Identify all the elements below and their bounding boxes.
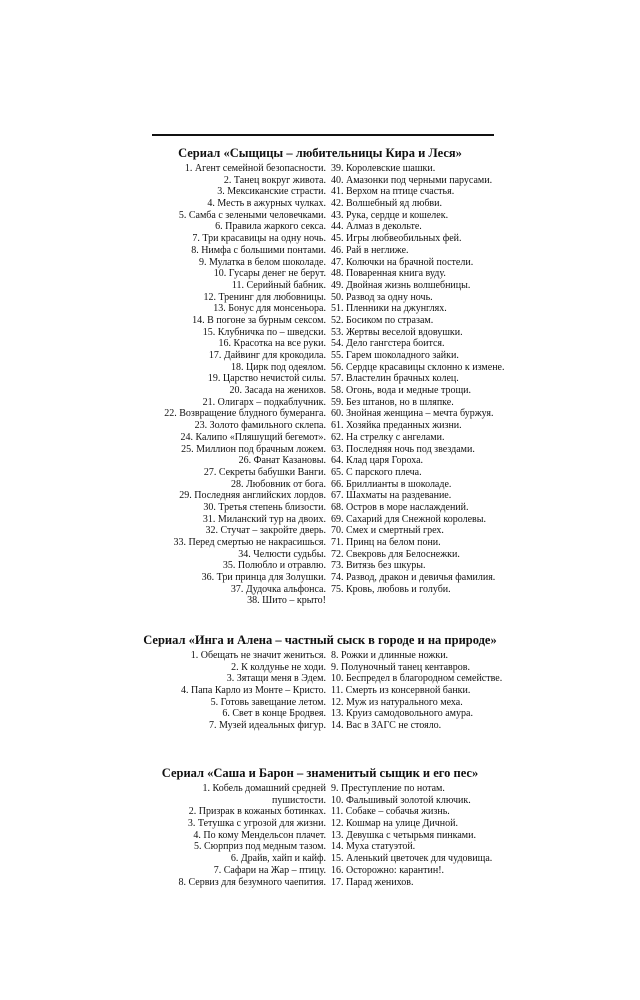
book-title-item: 42. Волшебный яд любви. (331, 198, 442, 210)
book-title-item: 2. Танец вокруг живота. (223, 174, 326, 186)
book-title-item: 1. Агент семейной безопасности. (184, 163, 326, 174)
book-title-item: 34. Челюсти судьбы. (238, 548, 326, 560)
book-title-item: 37. Дудочка альфонса. (230, 583, 326, 595)
book-title-item: 31. Миланский тур на двоих. (202, 513, 326, 525)
book-title-item: 28. Любовник от бога. (231, 478, 326, 490)
book-title-item: 51. Пленники на джунглях. (331, 303, 447, 315)
book-title-item: 14. Муха статуэтой. (331, 841, 416, 853)
book-title-item: 72. Свекровь для Белоснежки. (331, 548, 460, 560)
book-title-item: 10. Беспредел в благородном семействе. (331, 673, 503, 685)
book-title-item: 13. Девушка с четырьмя пинками. (331, 829, 476, 841)
book-title-item: 10. Фальшивый золотой ключик. (331, 794, 471, 806)
book-title-item: 33. Перед смертью не накрасишься. (173, 537, 326, 548)
book-title-item: 8. Сервиз для безумного чаепития. (178, 876, 326, 888)
book-title-item: 21. Олигарх – подкаблучник. (202, 396, 326, 408)
book-title-item: 4. Папа Карло из Монте – Кристо. (181, 685, 326, 697)
book-title-item: 50. Развод за одну ночь. (331, 291, 433, 303)
book-title-item: 8. Нимфа с большими понтами. (191, 244, 326, 256)
book-title-item: 61. Хозяйка преданных жизни. (331, 420, 462, 432)
book-title-item: 13. Бонус для монсеньора. (213, 303, 326, 315)
book-title-item: 56. Сердце красавицы склонно к измене. (331, 361, 505, 373)
book-title-item: 26. Фанат Казановы. (238, 455, 326, 467)
series-right-column (331, 650, 546, 732)
book-title-item: 27. Секреты бабушки Ванги. (203, 466, 326, 478)
book-title-item: 59. Без штанов, но в шляпке. (331, 396, 454, 408)
book-title-item: 58. Огонь, вода и медные трощи. (331, 385, 472, 397)
book-title-item: 20. Засада на женихов. (229, 385, 326, 397)
book-title-item: 41. Верхом на птице счастья. (331, 186, 455, 198)
book-title-item: 6. Свет в конце Бродвея. (222, 708, 326, 720)
book-title-item: 69. Сахарий для Снежной королевы. (331, 513, 486, 525)
book-title-item: 1. Обещать не значит жениться. (190, 650, 326, 661)
book-title-item: 5. Сюрприз под медным тазом. (193, 841, 326, 853)
book-title-item: 22. Возвращение блудного бумеранга. (164, 408, 326, 420)
book-title-item: 12. Тренинг для любовницы. (203, 291, 326, 303)
book-title-item: 55. Гарем шоколадного зайки. (331, 350, 459, 361)
book-title-item: 11. Серийный бабник. (231, 279, 326, 291)
book-title-item: 7. Музей идеальных фигур. (209, 720, 326, 732)
book-title-item: 16. Красотка на все руки. (218, 338, 326, 350)
book-title-item: 48. Поваренная книга вуду. (331, 268, 446, 280)
book-title-item: 29. Последняя английских лордов. (179, 490, 326, 502)
book-title-item: 35. Полюбло и отравлю. (222, 560, 326, 572)
book-title-item: 8. Рожки и длинные ножки. (331, 650, 449, 661)
book-title-item: 6. Правила жаркого секса. (215, 221, 326, 233)
book-title-item: 9. Мулатка в белом шоколаде. (198, 256, 326, 268)
book-title-item: 16. Осторожно: карантин!. (331, 864, 445, 876)
book-title-item: 12. Кошмар на улице Дичной. (331, 818, 458, 830)
book-title-item: 7. Сафари на Жар – птицу. (213, 864, 326, 876)
book-title-item: 52. Босиком по стразам. (331, 314, 434, 326)
series-left-column (100, 650, 326, 732)
book-title-item: 11. Собаке – собачья жизнь. (331, 806, 450, 818)
top-rule (152, 134, 494, 136)
book-title-item: 9. Преступление по нотам. (331, 783, 445, 794)
book-title-item: 19. Царство нечистой силы. (207, 373, 326, 385)
book-title-item: 2. Призрак в кожаных ботинках. (188, 806, 326, 818)
book-title-item: 30. Третья степень близости. (203, 501, 326, 513)
book-title-item: 15. Клубничка по – шведски. (202, 326, 326, 338)
book-title-item: 60. Знойная женщина – мечта буржуя. (331, 408, 494, 420)
book-title-item: 66. Бриллианты в шоколаде. (331, 478, 452, 490)
series-right-column (331, 163, 546, 595)
series-left-column (100, 163, 326, 607)
book-title-item: 23. Золото фамильного склепа. (194, 420, 326, 432)
book-title-item: 4. По кому Мендельсон плачет. (193, 829, 326, 841)
book-title-item: 47. Колючки на брачной постели. (331, 256, 474, 268)
book-title-item: 64. Клад царя Гороха. (331, 455, 424, 467)
book-title-item: 14. В погоне за бурным сексом. (192, 314, 326, 326)
series-title: Сериал «Саша и Барон – знаменитый сыщик и его пес» (161, 766, 479, 780)
book-title-item: 74. Развод, дракон и девичья фамилия. (331, 572, 496, 584)
book-title-item: 62. На стрелку с ангелами. (331, 431, 445, 443)
book-title-item: 46. Рай в неглиже. (331, 244, 409, 256)
book-title-item: 44. Алмаз в декольте. (331, 221, 422, 233)
book-title-item: 14. Вас в ЗАГС не стояло. (331, 720, 442, 732)
book-title-item: 17. Дайвинг для крокодила. (208, 350, 326, 361)
series-title: Сериал «Инга и Алена – частный сыск в городе и на природе» (143, 633, 497, 647)
book-title-item: 12. Муж из натурального меха. (331, 696, 463, 708)
book-title-item: 17. Парад женихов. (331, 876, 414, 888)
book-title-item: 13. Круиз самодовольного амура. (331, 708, 473, 720)
book-title-item: 70. Смех и смертный грех. (331, 525, 444, 537)
book-title-item: 53. Жертвы веселой вдовушки. (331, 326, 463, 338)
book-title-item: 43. Рука, сердце и кошелек. (331, 209, 449, 221)
book-title-item: 54. Дело гангстера боится. (331, 338, 445, 350)
book-title-item: 73. Витязь без шкуры. (331, 560, 426, 572)
book-title-item: 49. Двойная жизнь волшебницы. (331, 279, 471, 291)
book-title-item: 38. Шито – крыто! (247, 595, 326, 607)
book-title-item: 11. Смерть из консервной банки. (331, 685, 471, 697)
book-title-item: 2. К колдунье не ходи. (231, 661, 326, 673)
series-title: Сериал «Сыщицы – любительницы Кира и Леся» (178, 146, 462, 160)
book-title-item: 67. Шахматы на раздевание. (331, 490, 452, 502)
book-title-item: 65. С парского плеча. (331, 466, 422, 478)
book-title-item: 3. Зятащи меня в Эдем. (226, 673, 326, 685)
book-title-item: 25. Миллион под брачным ложем. (181, 443, 326, 455)
book-title-item: 32. Стучат – закройте дверь. (205, 525, 326, 537)
book-title-item: 4. Месть в ажурных чулках. (207, 198, 326, 210)
book-title-item: 7. Три красавицы на одну ночь. (192, 233, 326, 245)
book-title-item: 40. Амазонки под черными парусами. (331, 174, 493, 186)
book-title-item: 18. Цирк под одеялом. (230, 361, 326, 373)
book-title-item: 36. Три принца для Золушки. (201, 572, 326, 584)
book-title-item: 63. Последняя ночь под звездами. (331, 443, 475, 455)
book-title-item: 3. Мексиканские страсти. (217, 186, 326, 198)
book-title-item: 5. Готовь завещание летом. (210, 696, 326, 708)
book-title-item: 57. Властелин брачных колец. (331, 373, 459, 385)
book-title-item: 3. Тетушка с угрозой для жизни. (187, 818, 326, 830)
book-title-item: 6. Драйв, хайп и кайф. (230, 853, 326, 865)
book-title-item: 45. Игры любвеобильных фей. (331, 233, 462, 245)
book-title-item: 1. Кобель домашний средней пушистости. (202, 783, 326, 806)
book-title-item: 9. Полуночный танец кентавров. (331, 661, 470, 673)
book-title-item: 71. Принц на белом пони. (331, 537, 441, 548)
series-right-column (331, 783, 546, 888)
book-title-item: 68. Остров в море наслаждений. (331, 501, 469, 513)
book-title-item: 10. Гусары денег не берут. (213, 268, 326, 280)
series-left-column (150, 783, 326, 888)
book-title-item: 39. Королевские шашки. (331, 163, 436, 174)
book-title-item: 15. Аленький цветочек для чудовища. (331, 853, 493, 865)
book-title-item: 24. Калипо «Пляшущий бегемот». (180, 431, 326, 443)
book-title-item: 75. Кровь, любовь и голуби. (331, 583, 451, 595)
book-title-item: 5. Самба с зелеными человечками. (178, 209, 326, 221)
